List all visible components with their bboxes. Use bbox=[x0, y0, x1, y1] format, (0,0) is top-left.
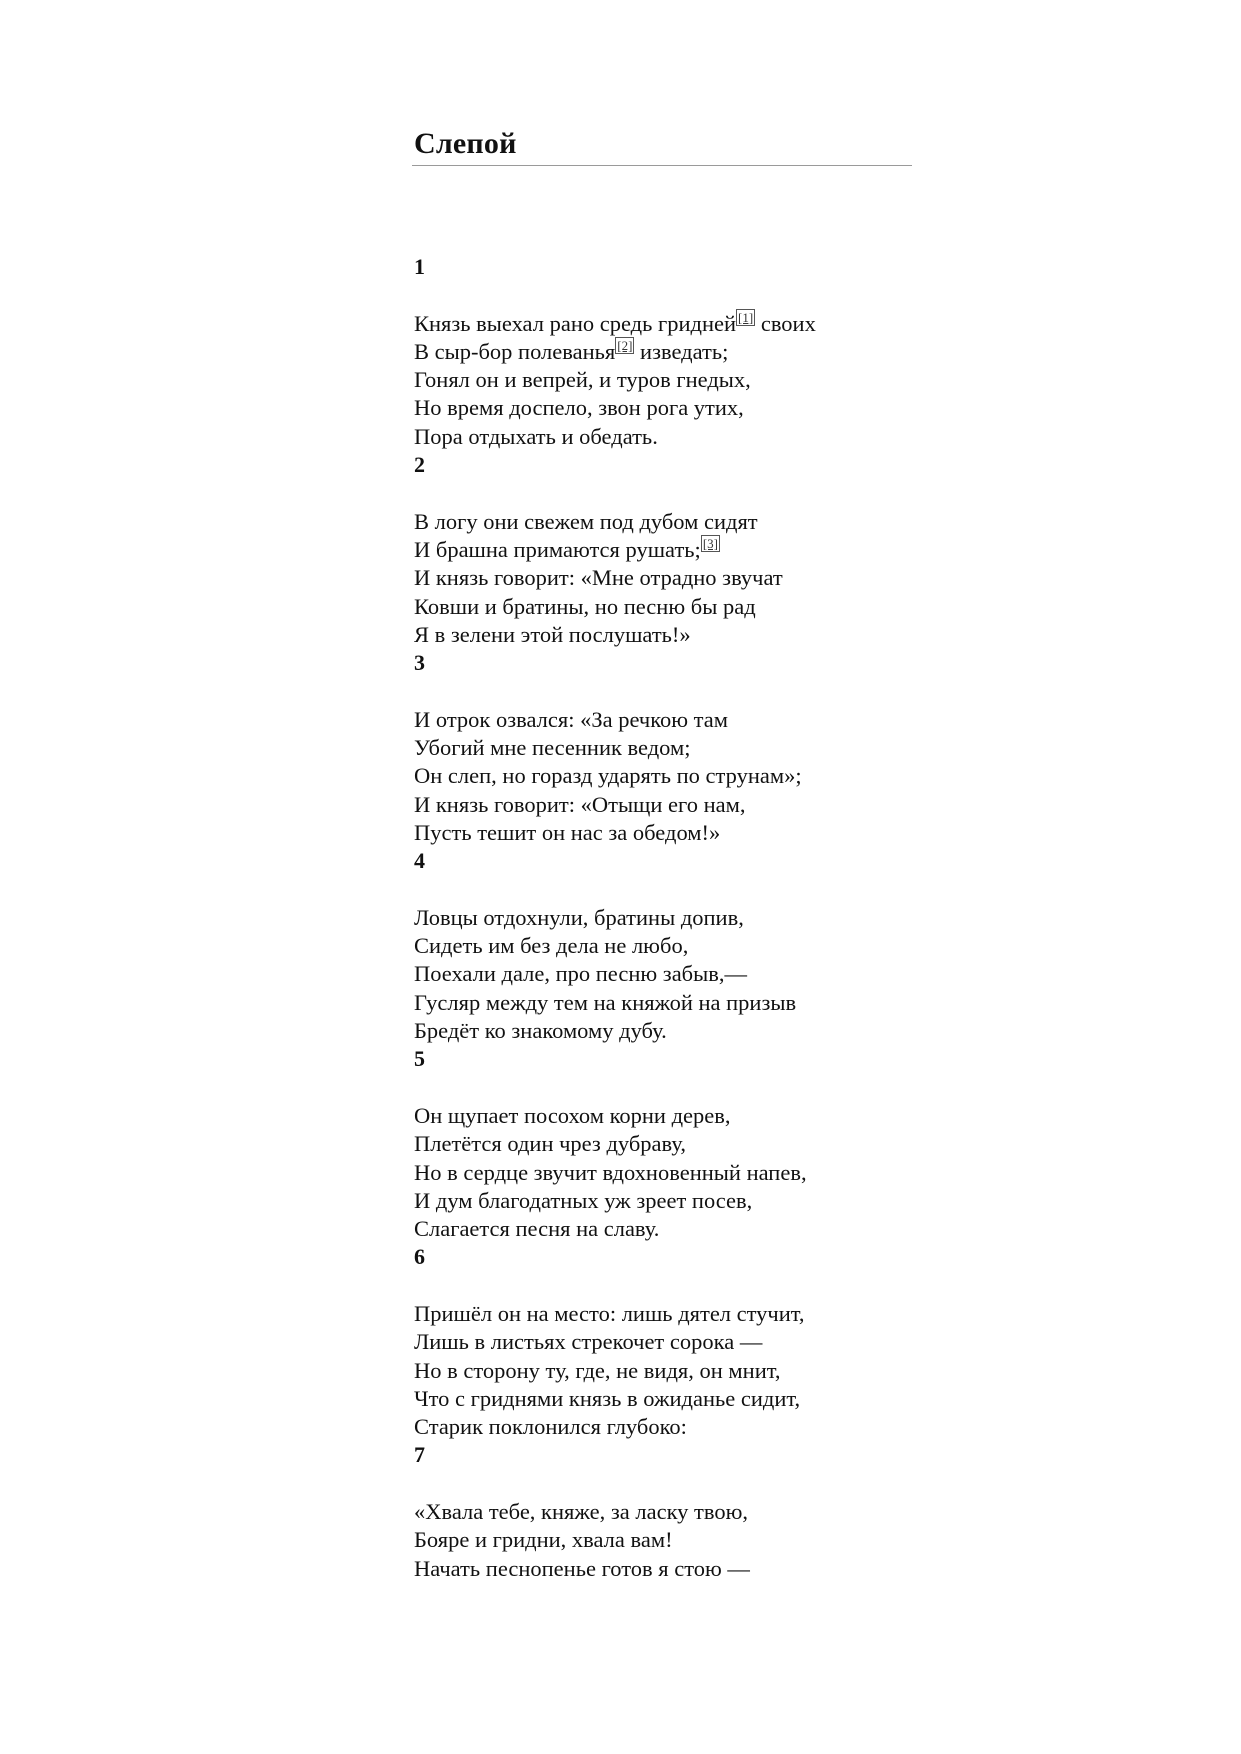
footnote-link[interactable]: [1] bbox=[738, 309, 754, 325]
stanza-gap bbox=[414, 677, 914, 705]
poem-line: И князь говорит: «Отыщи его нам, bbox=[414, 791, 746, 817]
poem-line: Сидеть им без дела не любо, bbox=[414, 933, 689, 959]
stanza-gap bbox=[414, 876, 914, 904]
poem-line: «Хвала тебе, княже, за ласку твою, bbox=[414, 1499, 749, 1525]
poem-line: Поехали дале, про песню забыв,— bbox=[414, 961, 747, 987]
poem-line: Гусляр между тем на княжой на призыв bbox=[414, 989, 797, 1015]
stanza-gap bbox=[414, 281, 914, 309]
footnote-link[interactable]: [3] bbox=[702, 535, 718, 551]
poem-line: Но в сердце звучит вдохновенный напев, bbox=[414, 1159, 807, 1185]
line-text: Князь выехал рано средь гридней bbox=[414, 310, 737, 336]
poem-title: Слепой bbox=[414, 127, 517, 160]
poem-line: Он щупает посохом корни дерев, bbox=[414, 1102, 731, 1128]
poem-line: Ловцы отдохнули, братины допив, bbox=[414, 904, 744, 930]
line-text: изведать; bbox=[634, 338, 729, 364]
poem-line: Плетётся один чрез дубраву, bbox=[414, 1131, 687, 1157]
stanza-number: 5 bbox=[414, 1046, 425, 1072]
footnote-link[interactable]: [2] bbox=[617, 337, 633, 353]
poem-line: Но в сторону ту, где, не видя, он мнит, bbox=[414, 1357, 781, 1383]
stanza-number: 4 bbox=[414, 848, 425, 874]
stanza-gap bbox=[414, 1272, 914, 1300]
poem-line: Бояре и гридни, хвала вам! bbox=[414, 1527, 673, 1553]
poem-line: Пришёл он на место: лишь дятел стучит, bbox=[414, 1300, 805, 1326]
poem-line bbox=[414, 536, 914, 564]
line-text: своих bbox=[755, 310, 816, 336]
poem-line: Гонял он и вепрей, и туров гнедых, bbox=[414, 367, 751, 393]
poem-body bbox=[414, 253, 914, 1583]
poem-line: В логу они свежем под дубом сидят bbox=[414, 508, 758, 534]
poem-line: Пусть тешит он нас за обедом!» bbox=[414, 819, 721, 845]
poem-line: Пора отдыхать и обедать. bbox=[414, 423, 658, 449]
poem-line: Лишь в листьях стрекочет сорока — bbox=[414, 1329, 763, 1355]
poem-line: Я в зелени этой послушать!» bbox=[414, 621, 691, 647]
stanza-number: 7 bbox=[414, 1442, 425, 1468]
line-text: В сыр-бор полеванья bbox=[414, 338, 616, 364]
stanza-gap bbox=[414, 1470, 914, 1498]
title-underline bbox=[412, 165, 912, 166]
stanza-gap bbox=[414, 479, 914, 507]
poem-line: Но время доспело, звон рога утих, bbox=[414, 395, 744, 421]
poem-line: И отрок озвался: «За речкою там bbox=[414, 706, 729, 732]
stanza-number: 1 bbox=[414, 254, 425, 279]
poem-line: Слагается песня на славу. bbox=[414, 1216, 660, 1242]
stanza-number: 2 bbox=[414, 452, 425, 478]
poem-line: Он слеп, но горазд ударять по струнам»; bbox=[414, 763, 802, 789]
poem-line: Что с гриднями князь в ожиданье сидит, bbox=[414, 1385, 801, 1411]
poem-line: Старик поклонился глубоко: bbox=[414, 1414, 687, 1440]
poem-line: Убогий мне песенник ведом; bbox=[414, 735, 691, 761]
stanza-number: 3 bbox=[414, 650, 425, 676]
stanza-gap bbox=[414, 1074, 914, 1102]
poem-line: Начать песнопенье готов я стою — bbox=[414, 1555, 750, 1581]
poem-line: И князь говорит: «Мне отрадно звучат bbox=[414, 565, 783, 591]
poem-line bbox=[414, 310, 914, 338]
poem-line: Ковши и братины, но песню бы рад bbox=[414, 593, 756, 619]
poem-line bbox=[414, 338, 914, 366]
poem-line: И дум благодатных уж зреет посев, bbox=[414, 1187, 753, 1213]
stanza-number: 6 bbox=[414, 1244, 425, 1270]
poem-line: Бредёт ко знакомому дубу. bbox=[414, 1018, 667, 1044]
line-text: И брашна примаются рушать; bbox=[414, 536, 701, 562]
